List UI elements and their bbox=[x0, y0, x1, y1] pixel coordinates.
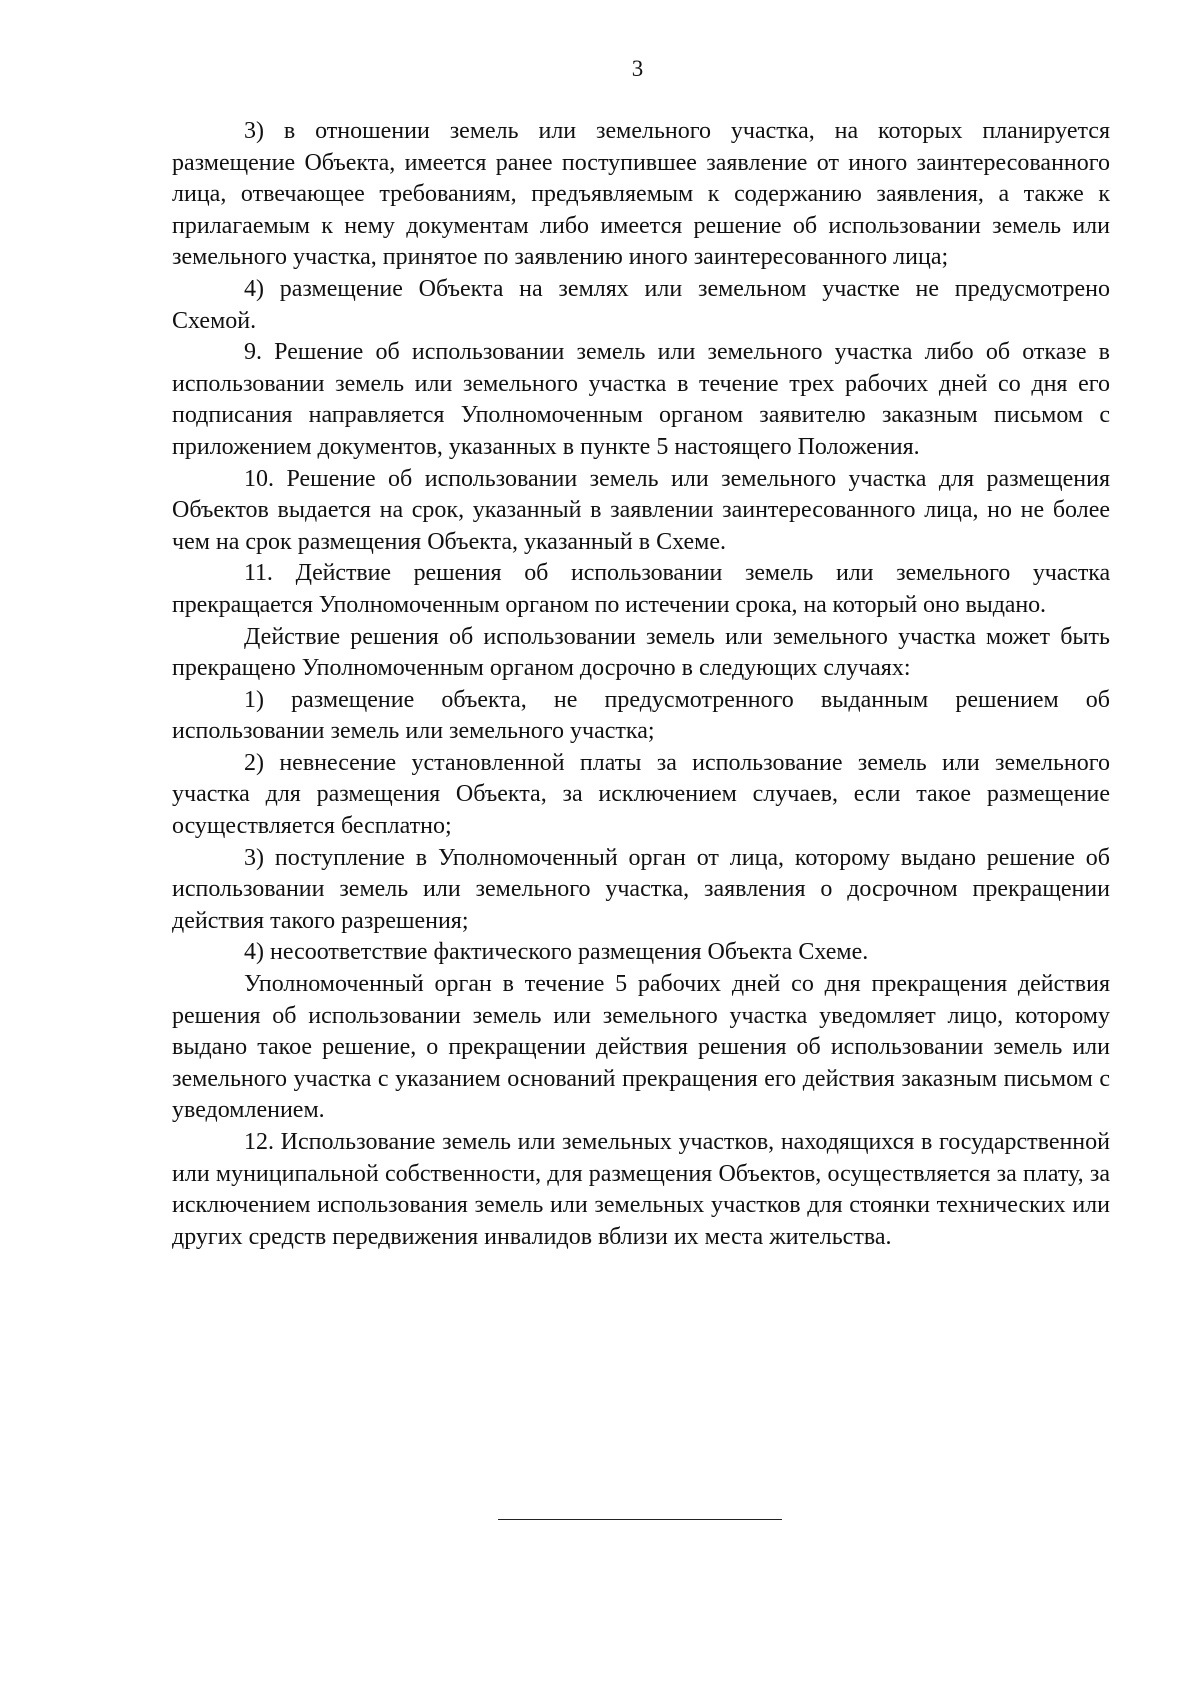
page-number: 3 bbox=[631, 56, 644, 81]
paragraph-clause-9: 9. Решение об использовании земель или земельного участка либо об отказе в использовании земель или земельного участка в течение трех рабочих дней со дня его подписания направляется Уполномоченным органом заявителю заказным письмом с приложением документов, указанных в пункте 5 настоящего Положения. bbox=[172, 339, 1110, 460]
end-of-document-rule bbox=[498, 1519, 782, 1520]
paragraph-termination-case-1: 1) размещение объекта, не предусмотренного выданным решением об использовании земель или земельного участка; bbox=[172, 686, 1110, 745]
paragraph-clause-11: 11. Действие решения об использовании земель или земельного участка прекращается Уполномоченным органом по истечении срока, на который оно выдано. bbox=[172, 560, 1110, 618]
paragraph-clause-10: 10. Решение об использовании земель или земельного участка для размещения Объектов выдается на срок, указанный в заявлении заинтересованного лица, но не более чем на срок размещения Объекта, указанный в Схеме. bbox=[172, 465, 1110, 555]
paragraph-termination-case-4: 4) несоответствие фактического размещения Объекта Схеме. bbox=[244, 939, 869, 966]
paragraph-early-termination: Действие решения об использовании земель или земельного участка может быть прекращено Уполномоченным органом досрочно в следующих случаях: bbox=[172, 623, 1110, 682]
paragraph-termination-case-2: 2) невнесение установленной платы за использование земель или земельного участка для размещения Объекта, за исключением случаев, если такое размещение осуществляется бесплатно; bbox=[172, 749, 1110, 840]
paragraph-termination-case-3: 3) поступление в Уполномоченный орган от лица, которому выдано решение об использовании земель или земельного участка, заявления о досрочном прекращении действия такого разрешения; bbox=[172, 844, 1110, 934]
paragraph-clause-12: 12. Использование земель или земельных участков, находящихся в государственной или муниципальной собственности, для размещения Объектов, осуществляется за плату, за исключением использования земель или земельных участков для стоянки технических или других средств передвижения инвалидов вблизи их места жительства. bbox=[172, 1129, 1110, 1250]
document-body bbox=[172, 116, 1110, 1253]
paragraph-item-3-existing-application: 3) в отношении земель или земельного участка, на которых планируется размещение Объекта, имеется ранее поступившее заявление от иного заинтересованного лица, отвечающее требованиям, предъявляемым к содержанию заявления, а также к прилагаемым к нему документам либо имеется решение об использовании земель или земельного участка, принятое по заявлению иного заинтересованного лица; bbox=[172, 118, 1110, 271]
paragraph-item-4-not-in-scheme: 4) размещение Объекта на землях или земельном участке не предусмотрено Схемой. bbox=[172, 275, 1110, 334]
paragraph-termination-notice: Уполномоченный орган в течение 5 рабочих дней со дня прекращения действия решения об использовании земель или земельного участка уведомляет лицо, которому выдано такое решение, о прекращении действия решения об использовании земель или земельного участка с указанием оснований прекращения его действия заказным письмом с уведомлением. bbox=[172, 971, 1110, 1124]
